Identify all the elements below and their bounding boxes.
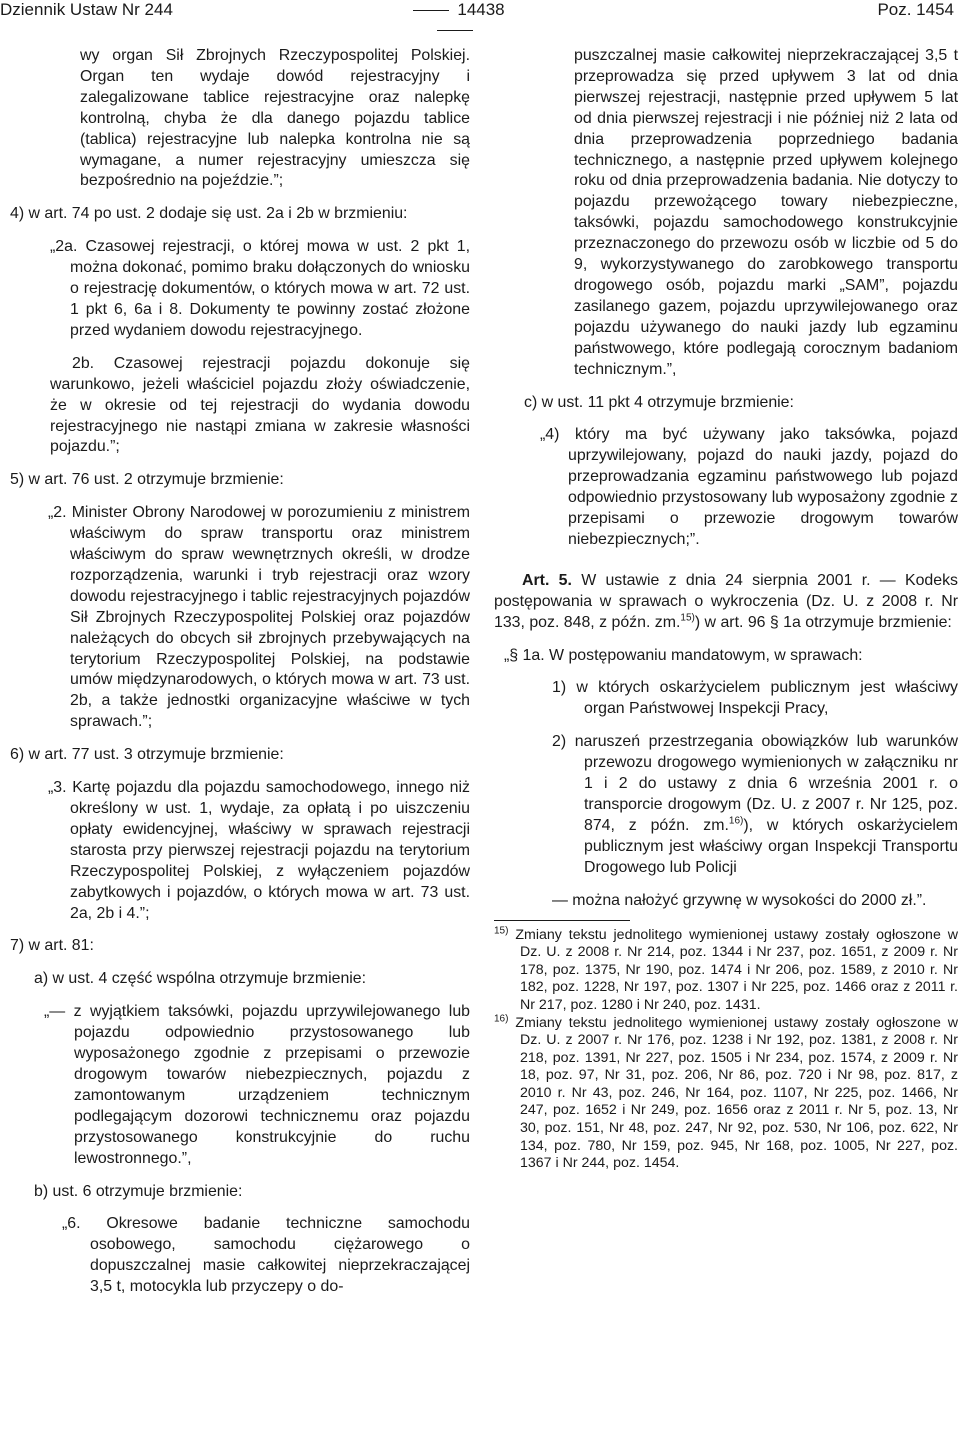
paragraph-continuation: wy organ Sił Zbrojnych Rzeczypospolitej Polskiej. Organ ten wydaje dowód rejestracyjny i zalegalizowane tablice rejestracyjne oraz nalepkę kontrolną, chyba że dla danego pojazdu tablice (tablica) rejestracyjne lub nalepka kontrolna nie są wymagane, a numer rejestracyjny umieszcza się bezpośrednio na pojeździe.”; (80, 47, 470, 190)
article-5 (494, 571, 958, 634)
footnote-divider (494, 920, 630, 921)
footnote-16 (494, 1012, 958, 1173)
footnote-16-text: Zmiany tekstu jednolitego wymienionej ustawy zostały ogłoszone w Dz. U. z 2007 r. Nr 176, poz. 1238 i Nr 192, poz. 1381, z 2008 r. Nr 218, poz. 1391, Nr 227, poz. 1505 i Nr 234, poz. 1574, z 2009 r. Nr 18, poz. 97, Nr 31, poz. 206, Nr 86, poz. 720 i Nr 98, poz. 817, z 2010 r. Nr 43, poz. 246, Nr 164, poz. 1107, Nr 225, poz. 1466, Nr 247, poz. 1652 i Nr 249, poz. 1656 oraz z 2011 r. Nr 5, poz. 13, Nr 30, poz. 151, Nr 48, poz. 247, Nr 92, poz. 530, Nr 106, poz. 622, Nr 134, poz. 780, Nr 159, poz. 945, Nr 168, poz. 1005, Nr 227, poz. 1367 i Nr 244, poz. 1454. (508, 1014, 958, 1172)
page-number-text: 14438 (457, 0, 505, 19)
point-7b-quote: „6. Okresowe badanie techniczne samochodu osobowego, samochodu ciężarowego o dopuszczalnej masie całkowitej nieprzekraczającej 3,5 t, motocykla lub przyczepy o do- (62, 1215, 470, 1296)
left-column (10, 46, 470, 1298)
point-5-quote: „2. Minister Obrony Narodowej w porozumieniu z ministrem właściwym do spraw transportu oraz ministrem właściwym do spraw wewnętrznych określi, w drodze rozporządzenia, warunki i tryb rejestracji oraz wzory dowodu rejestracyjnego i tablic rejestracyjnych pojazdów Sił Zbrojnych Rzeczypospolitej Polskiej oraz pojazdów należących do obcych sił zbrojnych przebywających na terytorium Rzeczypospolitej Polskiej, na podstawie umów międzynarodowych, o których mowa w art. 73 ust. 2b, a także jednostki organizacyjne właściwe w tych sprawach.”; (48, 504, 470, 731)
position-label: Poz. 1454 (877, 0, 954, 19)
footnote-ref-16: 16) (728, 815, 744, 827)
footnote-ref-15: 15) (680, 612, 695, 624)
journal-title: Dziennik Ustaw Nr 244 (0, 0, 173, 19)
point-4: 4) w art. 74 po ust. 2 dodaje się ust. 2a i 2b w brzmieniu: (10, 205, 408, 223)
point-7: 7) w art. 81: (10, 937, 94, 955)
paragraph-continuation-right: puszczalnej masie całkowitej nieprzekraczającej 3,5 t przeprowadza się przed upływem 3 lat od dnia pierwszej rejestracji, następnie przed upływem 5 lat od dnia pierwszej rejestracji i nie później niż 2 lata od dnia przeprowadzenia poprzedniego badania technicznego, a następnie przed upływem kolejnego roku od dnia przeprowadzenia badania. Nie dotyczy to pojazdu przewożącego towary niebezpieczne, taksówki, pojazdu samochodowego konstrukcyjnie przeznaczonego do przewozu osób w liczbie od 5 do 9, wykorzystywanego do zarobkowego transportu drogowego osób, pojazdu marki „SAM”, pojazdu zasilanego gazem, pojazdu uprzywilejowanego oraz pojazdu używanego do nauki jazdy lub egzaminu państwowego, które podlegają corocznym badaniom technicznym.”, (574, 47, 958, 378)
footnote-15-label: 15) (494, 924, 509, 936)
footnote-15 (494, 924, 958, 1015)
point-4-quote-2b: 2b. Czasowej rejestracji pojazdu dokonuje się warunkowo, jeżeli właściciel pojazdu złoży oświadczenie, że w okresie od tej rejestracji do wydania dowodu rejestracyjnego nie nastąpi zmiana w zakresie własności pojazdu.”; (50, 354, 470, 456)
list-item-2-text-2: ), w których oskarżycielem publicznym jest właściwy organ Inspekcji Transportu Drogowego lub Policji (584, 816, 959, 876)
point-6: 6) w art. 77 ust. 3 otrzymuje brzmienie: (10, 746, 284, 764)
dash-right (437, 30, 473, 31)
list-item-2-text-1: 2) naruszeń przestrzegania obowiązków lub warunków przewozu drogowego wymienionych w załączniku nr 1 i 2 do ustawy z dnia 6 września 2001 r. o transporcie drogowym (Dz. U. z 2007 r. Nr 125, poz. 874, z późn. zm. (552, 733, 958, 834)
list-item-2 (494, 732, 958, 878)
point-4-quote-2a: „2a. Czasowej rejestracji, o której mowa w ust. 2 pkt 1, można dokonać, pomimo braku dołączonych do wniosku o rejestrację dokumentów, o których mowa w art. 72 ust. 1 pkt 6, 6a i 8. Dokumenty te powinny zostać złożone przed wydaniem dowodu rejestracyjnego. (50, 238, 470, 339)
footnote-15-text: Zmiany tekstu jednolitego wymienionej ustawy zostały ogłoszone w Dz. U. z 2008 r. Nr 214, poz. 1344 i Nr 237, poz. 1651, z 2009 r. Nr 178, poz. 1375, Nr 190, poz. 1474 i Nr 206, poz. 1589, z 2010 r. Nr 182, poz. 1228, Nr 197, poz. 1307 i Nr 225, poz. 1466 oraz z 2011 r. Nr 217, poz. 1280 i Nr 240, poz. 1431. (508, 926, 958, 1013)
page-header (0, 0, 960, 36)
article-5-label: Art. 5. (522, 571, 572, 589)
point-c-quote: „4) który ma być używany jako taksówka, pojazd uprzywilejowany, pojazd do nauki jazdy, pojazd do przeprowadzania egzaminu państwowego lub pojazd odpowiednio przystosowany lub wyposażony zgodnie z przepisami o przewozie drogowym towarów niebezpiecznych;”. (540, 426, 958, 548)
right-column (494, 46, 958, 1173)
list-item-1: 1) w których oskarżycielem publicznym jest właściwy organ Państwowej Inspekcji Pracy, (552, 679, 958, 718)
footnote-16-label: 16) (494, 1012, 509, 1024)
paragraph-1a: „§ 1a. W postępowaniu mandatowym, w sprawach: (504, 646, 863, 664)
page-number (380, 0, 530, 40)
dash-left (413, 10, 449, 11)
point-7b: b) ust. 6 otrzymuje brzmienie: (34, 1182, 243, 1200)
point-6-quote: „3. Kartę pojazdu dla pojazdu samochodowego, innego niż określony w ust. 1, wydaje, za opłatą i po uiszczeniu opłaty ewidencyjnej, właściwy w sprawach rejestracji starosta przy pierwszej rejestracji pojazdu na terytorium Rzeczypospolitej Polskiej, z wyłączeniem pojazdów zabytkowych i pojazdów, o których mowa w art. 73 ust. 2a, 2b i 4.”; (48, 779, 470, 922)
point-5: 5) w art. 76 ust. 2 otrzymuje brzmienie: (10, 471, 284, 489)
article-5-text-1: W ustawie z dnia 24 sierpnia 2001 r. — Kodeks postępowania w sprawach o wykroczenia (Dz. U. z 2008 r. Nr 133, poz. 848, z późn. zm. (494, 571, 958, 631)
point-7a: a) w ust. 4 część wspólna otrzymuje brzmienie: (34, 970, 367, 988)
article-5-text-2: ) w art. 96 § 1a otrzymuje brzmienie: (694, 613, 952, 631)
closing-dash-clause: — można nałożyć grzywnę w wysokości do 2000 zł.”. (552, 891, 927, 909)
point-c: c) w ust. 11 pkt 4 otrzymuje brzmienie: (524, 393, 794, 411)
point-7a-quote: „— z wyjątkiem taksówki, pojazdu uprzywilejowanego lub pojazdu odpowiednio przystosowanego lub wyposażonego zgodnie z przepisami o przewozie drogowym towarów niebezpiecznych, pojazdu z zamontowanym urządzeniem technicznym podlegającym dozorowi technicznemu oraz pojazdu przystosowanego konstrukcyjnie do ruchu lewostronnego.”, (44, 1003, 470, 1167)
